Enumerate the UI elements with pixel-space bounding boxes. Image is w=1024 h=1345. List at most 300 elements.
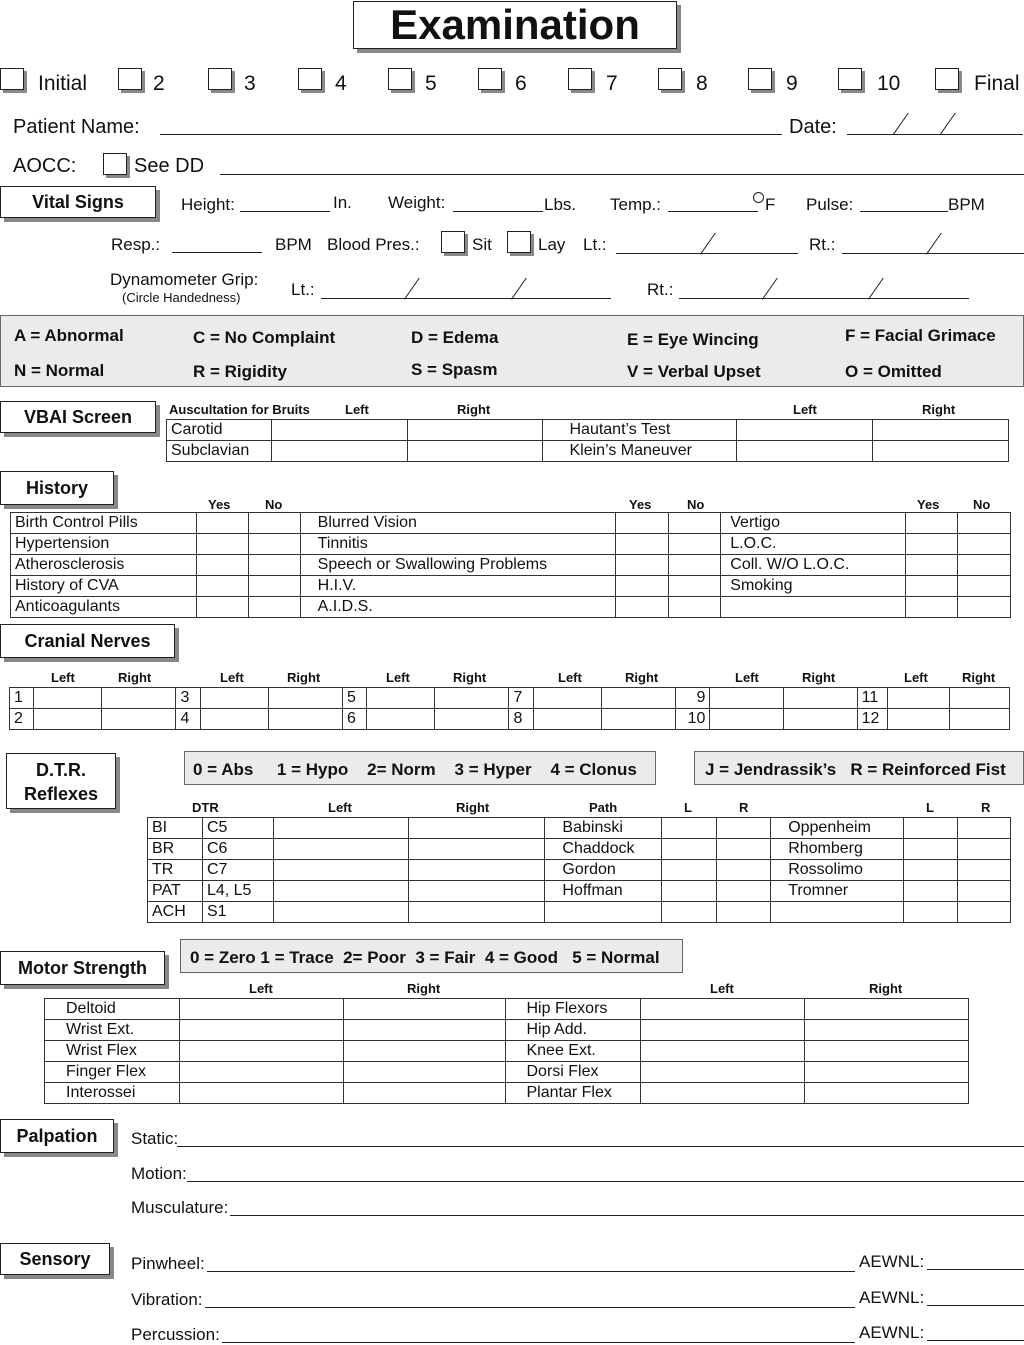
path-test: Rossolimo — [771, 860, 904, 881]
visit-checkbox-5[interactable] — [388, 68, 412, 90]
col-left: Left — [345, 402, 369, 417]
musculature-label: Musculature: — [131, 1198, 229, 1217]
legend-item: A = Abnormal — [14, 326, 124, 345]
nerve-right[interactable] — [783, 709, 857, 730]
history-item: History of CVA — [11, 576, 197, 597]
bp-left-label: Lt.: — [583, 235, 607, 254]
nerve-right[interactable] — [268, 688, 342, 709]
vital-signs-header: Vital Signs — [0, 186, 156, 218]
nerve-right[interactable] — [435, 709, 509, 730]
l-cell[interactable] — [904, 902, 958, 923]
no-cell[interactable] — [248, 597, 300, 618]
see-dd-checkbox[interactable] — [103, 153, 127, 175]
pinwheel-aewnl-label: AEWNL: — [859, 1252, 925, 1271]
col-left: Left — [558, 670, 582, 685]
yes-cell[interactable] — [196, 534, 248, 555]
nerve-number: 5 — [342, 688, 366, 709]
visit-checkbox-6[interactable] — [478, 68, 502, 90]
vbai-cell[interactable] — [271, 441, 407, 462]
dyn-left-label: Lt.: — [291, 280, 315, 299]
visit-label: 8 — [696, 72, 708, 95]
nerve-left[interactable] — [533, 688, 601, 709]
dyn-right-label: Rt.: — [647, 280, 674, 299]
l-cell[interactable] — [904, 818, 958, 839]
nerve-number: 8 — [509, 709, 533, 730]
right-cell[interactable] — [408, 818, 545, 839]
history-item — [721, 597, 906, 618]
table-row — [167, 420, 1009, 441]
muscle: Deltoid — [45, 999, 180, 1020]
nerve-number: 2 — [10, 709, 34, 730]
nerve-left[interactable] — [200, 688, 268, 709]
bp-separator — [926, 233, 942, 255]
patient-name-field[interactable] — [160, 134, 782, 135]
no-cell[interactable] — [958, 534, 1011, 555]
dtr-title: D.T.R. — [35, 760, 86, 780]
percussion-aewnl-field[interactable] — [927, 1340, 1024, 1341]
right-cell[interactable] — [343, 1020, 506, 1041]
yes-cell[interactable] — [616, 534, 669, 555]
pulse-label: Pulse: — [806, 195, 854, 214]
path-test — [771, 902, 904, 923]
r-cell[interactable] — [958, 818, 1011, 839]
vibration-aewnl-label: AEWNL: — [859, 1288, 925, 1307]
muscle: Dorsi Flex — [506, 1062, 641, 1083]
nerve-right[interactable] — [950, 688, 1010, 709]
right-cell[interactable] — [805, 1083, 969, 1104]
table-row — [11, 555, 1011, 576]
left-cell[interactable] — [273, 818, 408, 839]
vbai-cell[interactable] — [737, 441, 873, 462]
nerve-left[interactable] — [533, 709, 601, 730]
nerve-left[interactable] — [34, 688, 102, 709]
no-cell[interactable] — [669, 597, 721, 618]
path-test: Babinski — [545, 818, 662, 839]
nerve-right[interactable] — [435, 688, 509, 709]
motion-field[interactable] — [187, 1181, 1024, 1182]
no-cell[interactable] — [669, 513, 721, 534]
no-cell[interactable] — [248, 555, 300, 576]
reflex: TR — [148, 860, 203, 881]
col-no: No — [973, 497, 991, 512]
visit-checkbox-initial[interactable] — [0, 68, 24, 90]
vibration-field[interactable] — [205, 1307, 855, 1308]
nerve-left[interactable] — [367, 709, 435, 730]
legend-item: N = Normal — [14, 361, 105, 380]
l-cell[interactable] — [662, 860, 717, 881]
nerve-root: C6 — [202, 839, 273, 860]
muscle: Plantar Flex — [506, 1083, 641, 1104]
col-dtr: DTR — [192, 800, 219, 815]
muscle: Hip Flexors — [506, 999, 641, 1020]
nerve-root: S1 — [202, 902, 273, 923]
right-cell[interactable] — [343, 999, 506, 1020]
visit-label: 5 — [425, 72, 437, 95]
temp-field[interactable] — [668, 211, 758, 212]
nerve-right[interactable] — [601, 688, 675, 709]
yes-cell[interactable] — [906, 555, 958, 576]
right-cell[interactable] — [805, 999, 969, 1020]
visit-checkbox-2[interactable] — [118, 68, 142, 90]
left-cell[interactable] — [641, 1083, 805, 1104]
resp-label: Resp.: — [111, 235, 161, 254]
nerve-left[interactable] — [710, 709, 783, 730]
nerve-left[interactable] — [34, 709, 102, 730]
r-cell[interactable] — [958, 881, 1011, 902]
bp-left-field[interactable] — [616, 253, 798, 254]
yes-cell[interactable] — [196, 513, 248, 534]
right-cell[interactable] — [343, 1083, 506, 1104]
path-test: Chaddock — [545, 839, 662, 860]
col-r: R — [981, 800, 991, 815]
col-right: Right — [407, 981, 441, 996]
l-cell[interactable] — [662, 881, 717, 902]
r-cell[interactable] — [717, 881, 771, 902]
col-yes: Yes — [208, 497, 231, 512]
left-cell[interactable] — [273, 902, 408, 923]
no-cell[interactable] — [248, 576, 300, 597]
cranial-col-headers — [0, 670, 1024, 686]
dyn-separator — [404, 278, 420, 300]
nerve-right[interactable] — [268, 709, 342, 730]
visit-checkbox-7[interactable] — [568, 68, 592, 90]
dyn-separator — [762, 278, 778, 300]
col-yes: Yes — [629, 497, 652, 512]
vbai-cell[interactable] — [271, 420, 407, 441]
pulse-field[interactable] — [860, 211, 948, 212]
reflex: BR — [148, 839, 203, 860]
col-no: No — [265, 497, 283, 512]
nerve-number: 9 — [675, 688, 710, 709]
col-left: Left — [735, 670, 759, 685]
lay-label: Lay — [538, 235, 566, 254]
history-item: Smoking — [721, 576, 906, 597]
vibration-label: Vibration: — [131, 1290, 203, 1309]
bp-separator — [700, 233, 716, 255]
no-cell[interactable] — [669, 534, 721, 555]
yes-cell[interactable] — [196, 597, 248, 618]
right-cell[interactable] — [805, 1041, 969, 1062]
history-item: Blurred Vision — [300, 513, 616, 534]
path-test: Rhomberg — [771, 839, 904, 860]
col-right: Right — [802, 670, 836, 685]
vbai-label: Klein’s Maneuver — [543, 441, 737, 462]
sit-checkbox[interactable] — [441, 231, 465, 253]
yes-cell[interactable] — [616, 576, 669, 597]
date-field[interactable] — [847, 134, 1023, 135]
height-field[interactable] — [240, 211, 330, 212]
table-row — [148, 818, 1011, 839]
dtr-col-headers — [0, 800, 1024, 816]
visit-checkbox-4[interactable] — [298, 68, 322, 90]
table-row — [11, 576, 1011, 597]
pinwheel-label: Pinwheel: — [131, 1254, 205, 1273]
left-cell[interactable] — [641, 1020, 805, 1041]
cranial-nerves-header: Cranial Nerves — [0, 624, 175, 658]
table-row — [45, 1020, 969, 1041]
col-l: L — [684, 800, 692, 815]
motion-label: Motion: — [131, 1164, 187, 1183]
history-table — [10, 512, 1011, 618]
col-right: Right — [456, 800, 490, 815]
visit-checkbox-8[interactable] — [658, 68, 682, 90]
l-cell[interactable] — [662, 818, 717, 839]
vbai-cell[interactable] — [737, 420, 873, 441]
bp-right-label: Rt.: — [809, 235, 836, 254]
right-cell[interactable] — [343, 1041, 506, 1062]
resp-unit: BPM — [275, 235, 312, 254]
no-cell[interactable] — [958, 513, 1011, 534]
left-cell[interactable] — [273, 881, 408, 902]
legend-item: V = Verbal Upset — [627, 362, 761, 381]
r-cell[interactable] — [958, 902, 1011, 923]
left-cell[interactable] — [179, 1041, 343, 1062]
history-item: Birth Control Pills — [11, 513, 197, 534]
temp-label: Temp.: — [610, 195, 662, 214]
aocc-field[interactable] — [220, 174, 1024, 175]
see-dd-label: See DD — [134, 155, 205, 177]
table-row — [45, 999, 969, 1020]
muscle: Interossei — [45, 1083, 180, 1104]
muscle: Knee Ext. — [506, 1041, 641, 1062]
left-cell[interactable] — [179, 999, 343, 1020]
nerve-left[interactable] — [888, 688, 950, 709]
right-cell[interactable] — [408, 839, 545, 860]
right-cell[interactable] — [805, 1062, 969, 1083]
col-left: Left — [793, 402, 817, 417]
visit-label: 3 — [244, 72, 256, 95]
static-field[interactable] — [177, 1146, 1024, 1147]
muscle: Wrist Ext. — [45, 1020, 180, 1041]
yes-cell[interactable] — [906, 576, 958, 597]
weight-field[interactable] — [453, 211, 543, 212]
left-cell[interactable] — [641, 999, 805, 1020]
history-item: L.O.C. — [721, 534, 906, 555]
right-cell[interactable] — [408, 881, 545, 902]
yes-cell[interactable] — [616, 513, 669, 534]
visit-label: Initial — [38, 72, 88, 95]
col-l: L — [926, 800, 934, 815]
no-cell[interactable] — [958, 597, 1011, 618]
visit-label: 7 — [606, 72, 618, 95]
vibration-aewnl-field[interactable] — [927, 1305, 1024, 1306]
table-row — [148, 839, 1011, 860]
yes-cell[interactable] — [906, 534, 958, 555]
nerve-left[interactable] — [367, 688, 435, 709]
table-row — [148, 881, 1011, 902]
sit-label: Sit — [472, 235, 492, 254]
degree-icon — [753, 192, 764, 203]
visit-label: 6 — [515, 72, 527, 95]
legend-item: R = Rigidity — [193, 362, 287, 381]
history-item: Coll. W/O L.O.C. — [721, 555, 906, 576]
col-left: Left — [904, 670, 928, 685]
vbai-label: Hautant’s Test — [543, 420, 737, 441]
nerve-root: L4, L5 — [202, 881, 273, 902]
no-cell[interactable] — [248, 534, 300, 555]
dtr-reinforcement-legend: J = Jendrassik’s R = Reinforced Fist — [694, 751, 1024, 785]
history-item: Speech or Swallowing Problems — [300, 555, 616, 576]
muscle: Hip Add. — [506, 1020, 641, 1041]
legend-item: O = Omitted — [845, 362, 942, 381]
no-cell[interactable] — [958, 555, 1011, 576]
reflex: ACH — [148, 902, 203, 923]
yes-cell[interactable] — [906, 513, 958, 534]
path-test: Hoffman — [545, 881, 662, 902]
dyn-left-field[interactable] — [321, 298, 611, 299]
yes-cell[interactable] — [196, 576, 248, 597]
left-cell[interactable] — [641, 1041, 805, 1062]
left-cell[interactable] — [179, 1083, 343, 1104]
no-cell[interactable] — [669, 555, 721, 576]
col-path: Path — [589, 800, 618, 815]
aocc-label: AOCC: — [13, 155, 77, 177]
motor-col-headers — [0, 981, 1024, 997]
table-row — [167, 441, 1009, 462]
vbai-cell[interactable] — [407, 420, 543, 441]
lay-checkbox[interactable] — [507, 231, 531, 253]
visit-label: 4 — [335, 72, 347, 95]
pinwheel-aewnl-field[interactable] — [927, 1269, 1024, 1270]
legend-item: S = Spasm — [411, 360, 498, 379]
percussion-field[interactable] — [222, 1342, 855, 1343]
reflex: BI — [148, 818, 203, 839]
palpation-header: Palpation — [0, 1119, 114, 1153]
left-cell[interactable] — [641, 1062, 805, 1083]
no-cell[interactable] — [248, 513, 300, 534]
motor-scale: 0 = Zero 1 = Trace 2= Poor 3 = Fair 4 = Good 5 = Normal — [180, 939, 683, 973]
height-label: Height: — [181, 195, 235, 214]
vbai-cell[interactable] — [873, 420, 1009, 441]
right-cell[interactable] — [805, 1020, 969, 1041]
nerve-left[interactable] — [710, 688, 783, 709]
l-cell[interactable] — [662, 902, 717, 923]
resp-field[interactable] — [172, 252, 262, 253]
r-cell[interactable] — [717, 860, 771, 881]
l-cell[interactable] — [904, 839, 958, 860]
l-cell[interactable] — [904, 881, 958, 902]
nerve-right[interactable] — [601, 709, 675, 730]
bp-right-field[interactable] — [842, 253, 1024, 254]
vbai-screen-header: VBAI Screen — [0, 401, 156, 433]
l-cell[interactable] — [904, 860, 958, 881]
date-label: Date: — [789, 116, 837, 138]
nerve-right[interactable] — [783, 688, 857, 709]
r-cell[interactable] — [958, 860, 1011, 881]
muscle: Wrist Flex — [45, 1041, 180, 1062]
patient-name-label: Patient Name: — [13, 116, 140, 138]
history-item: Vertigo — [721, 513, 906, 534]
history-item: Anticoagulants — [11, 597, 197, 618]
table-row — [11, 597, 1011, 618]
vbai-cell[interactable] — [873, 441, 1009, 462]
sensory-header: Sensory — [0, 1243, 110, 1275]
dyn-right-field[interactable] — [679, 298, 969, 299]
right-cell[interactable] — [343, 1062, 506, 1083]
right-cell[interactable] — [408, 860, 545, 881]
r-cell[interactable] — [717, 902, 771, 923]
nerve-right[interactable] — [102, 688, 176, 709]
pulse-unit: BPM — [948, 195, 985, 214]
yes-cell[interactable] — [906, 597, 958, 618]
visit-label: 10 — [877, 72, 901, 95]
r-cell[interactable] — [717, 818, 771, 839]
legend-item: D = Edema — [411, 328, 499, 347]
left-cell[interactable] — [273, 839, 408, 860]
static-label: Static: — [131, 1129, 179, 1148]
nerve-root: C7 — [202, 860, 273, 881]
left-cell[interactable] — [273, 860, 408, 881]
findings-legend — [0, 315, 1024, 387]
left-cell[interactable] — [179, 1062, 343, 1083]
yes-cell[interactable] — [616, 555, 669, 576]
dyn-separator — [868, 278, 884, 300]
nerve-number: 10 — [675, 709, 710, 730]
temp-unit: F — [765, 195, 776, 214]
col-right: Right — [625, 670, 659, 685]
nerve-left[interactable] — [888, 709, 950, 730]
col-right: Right — [287, 670, 321, 685]
nerve-number: 7 — [509, 688, 533, 709]
nerve-number: 4 — [176, 709, 200, 730]
weight-unit: Lbs. — [544, 195, 577, 214]
dtr-scale: 0 = Abs 1 = Hypo 2= Norm 3 = Hyper 4 = Clonus — [184, 751, 656, 785]
visit-checkbox-final[interactable] — [935, 68, 959, 90]
pinwheel-field[interactable] — [207, 1271, 855, 1272]
no-cell[interactable] — [958, 576, 1011, 597]
yes-cell[interactable] — [616, 597, 669, 618]
col-right: Right — [118, 670, 152, 685]
visit-checkbox-3[interactable] — [208, 68, 232, 90]
table-row — [148, 902, 1011, 923]
right-cell[interactable] — [408, 902, 545, 923]
visit-checkbox-10[interactable] — [838, 68, 862, 90]
nerve-number: 12 — [857, 709, 887, 730]
date-separator — [940, 113, 956, 135]
nerve-right[interactable] — [950, 709, 1010, 730]
col-right: Right — [962, 670, 996, 685]
nerve-number: 11 — [857, 688, 887, 709]
nerve-right[interactable] — [102, 709, 176, 730]
nerve-root: C5 — [202, 818, 273, 839]
vbai-table — [166, 419, 1009, 462]
r-cell[interactable] — [717, 839, 771, 860]
path-test: Oppenheim — [771, 818, 904, 839]
no-cell[interactable] — [669, 576, 721, 597]
visit-checkbox-9[interactable] — [748, 68, 772, 90]
visit-checkboxes — [0, 68, 1024, 98]
table-row — [10, 688, 1010, 709]
col-left: Left — [386, 670, 410, 685]
col-right: Right — [457, 402, 491, 417]
bp-label: Blood Pres.: — [327, 235, 420, 254]
history-item: H.I.V. — [300, 576, 616, 597]
height-unit: In. — [333, 193, 352, 212]
percussion-label: Percussion: — [131, 1325, 220, 1344]
r-cell[interactable] — [958, 839, 1011, 860]
vbai-cell[interactable] — [407, 441, 543, 462]
yes-cell[interactable] — [196, 555, 248, 576]
l-cell[interactable] — [662, 839, 717, 860]
cranial-nerves-table — [9, 687, 1010, 730]
percussion-aewnl-label: AEWNL: — [859, 1323, 925, 1342]
musculature-field[interactable] — [230, 1215, 1024, 1216]
left-cell[interactable] — [179, 1020, 343, 1041]
legend-item: C = No Complaint — [193, 328, 336, 347]
nerve-number: 1 — [10, 688, 34, 709]
motor-strength-header: Motor Strength — [0, 951, 165, 985]
nerve-left[interactable] — [200, 709, 268, 730]
